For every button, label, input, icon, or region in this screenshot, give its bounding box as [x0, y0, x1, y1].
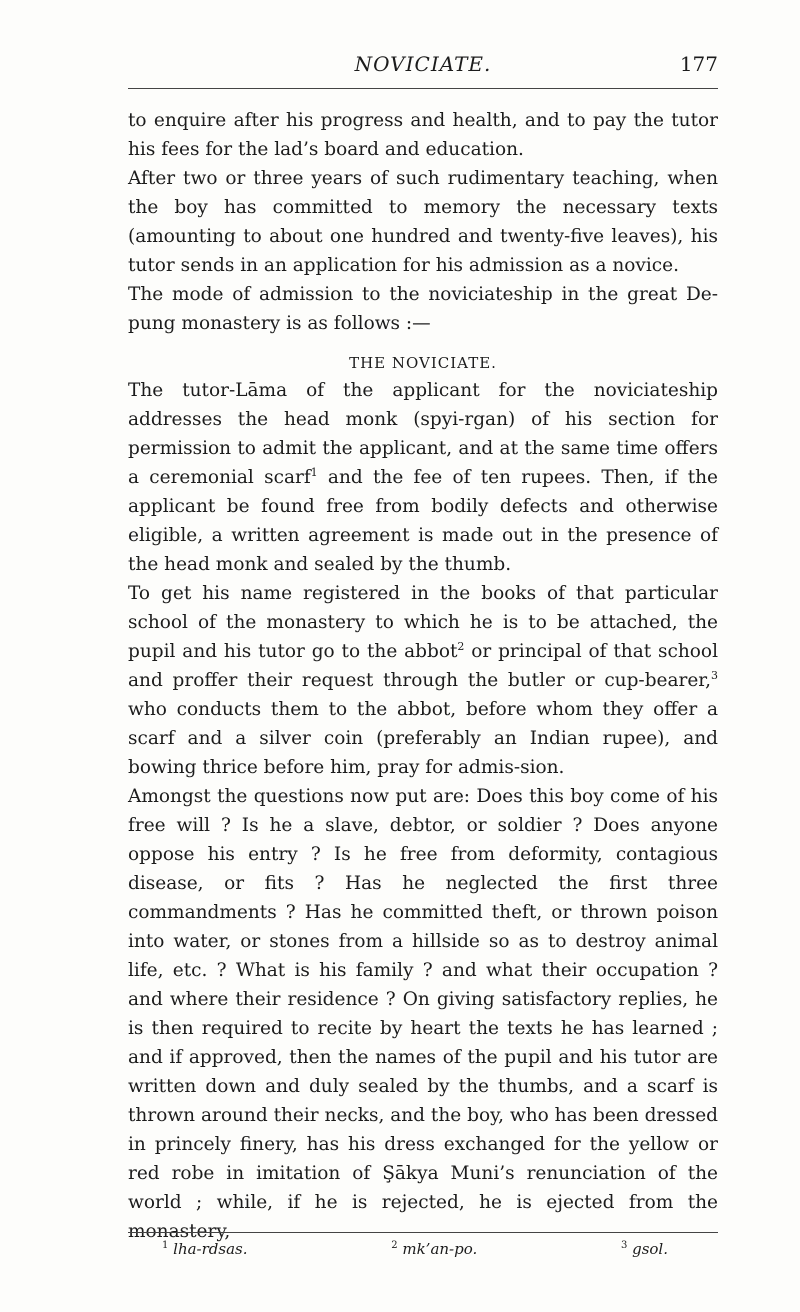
footnote	[621, 1240, 668, 1258]
footnote-marker: 3	[711, 668, 718, 682]
paragraph	[128, 376, 718, 579]
paragraph: Amongst the questions now put are: Does this boy come of his free will ? Is he a slave, debtor, or soldier ? Does anyone oppose his entry ? Is he free from deformity, contagious disease, or fits ? Has he neglected the first three commandments ? Has he committed theft, or thrown poison into water, or stones from a hillside so as to destroy animal life, etc. ? What is his family ? and what their occupation ? and where their residence ? On giving satisfactory replies, he is then required to recite by heart the texts he has learned ; and if approved, then the names of the pupil and his tutor are written down and duly sealed by the thumbs, and a scarf is thrown around their necks, and the boy, who has been dressed in princely finery, has his dress exchanged for the yellow or red robe in imitation of Şākya Muni’s renunciation of the world ; while, if he is rejected, he is ejected from the monastery,	[128, 786, 718, 1242]
paragraph-text: and the fee of ten rupees. Then, if the applicant be found free from bodily defects and otherwise eligible, a written agreement is made out in the presence of the head monk and sealed by the thumb.	[128, 467, 718, 575]
paragraph-text: To get his name registered in the books of that particular school of the monastery to which he is to be attached, the pupil and his tutor go to the abbot	[128, 583, 718, 662]
paragraph	[128, 579, 718, 782]
footnote-number: 2	[391, 1240, 398, 1251]
paragraph-text: or principal of that school and proffer their request through the butler or cup-bearer,	[128, 641, 718, 691]
page-number: 177	[679, 52, 718, 76]
paragraph: The mode of admission to the noviciateship in the great De-pung monastery is as follows :—	[128, 284, 718, 334]
section-heading: THE NOVICIATE.	[349, 354, 497, 372]
paragraph-text: The tutor-Lāma of the applicant for the noviciateship addresses the head monk (spyi-rgan) of his section for permission to admit the applicant, and at the same time offers a ceremonial scarf	[128, 380, 718, 488]
running-head	[128, 52, 718, 80]
paragraph: After two or three years of such rudimentary teaching, when the boy has committed to memory the necessary texts (amounting to about one hundred and twenty-five leaves), his tutor sends in an application for his admission as a novice.	[128, 168, 718, 276]
footnote	[162, 1240, 248, 1258]
footnote-text: lha-rdsas.	[173, 1240, 248, 1258]
footnote-text: mk’an-po.	[402, 1240, 478, 1258]
paragraph-text: who conducts them to the abbot, before whom they offer a scarf and a silver coin (preferably an Indian rupee), and bowing thrice before him, pray for admis-sion.	[128, 699, 718, 778]
footnotes	[128, 1240, 718, 1258]
footnote-marker: 2	[457, 639, 465, 653]
body-text	[128, 106, 718, 1246]
paragraph: to enquire after his progress and health, and to pay the tutor his fees for the lad’s board and education.	[128, 110, 718, 160]
running-title: NOVICIATE.	[354, 52, 492, 76]
footnote-number: 3	[620, 1240, 628, 1251]
footnote-marker: 1	[310, 465, 318, 479]
footnote-text: gsol.	[632, 1240, 668, 1258]
footnote-number: 1	[162, 1240, 169, 1251]
header-rule	[128, 88, 718, 89]
footnote	[391, 1240, 477, 1258]
footnote-rule	[128, 1232, 718, 1233]
